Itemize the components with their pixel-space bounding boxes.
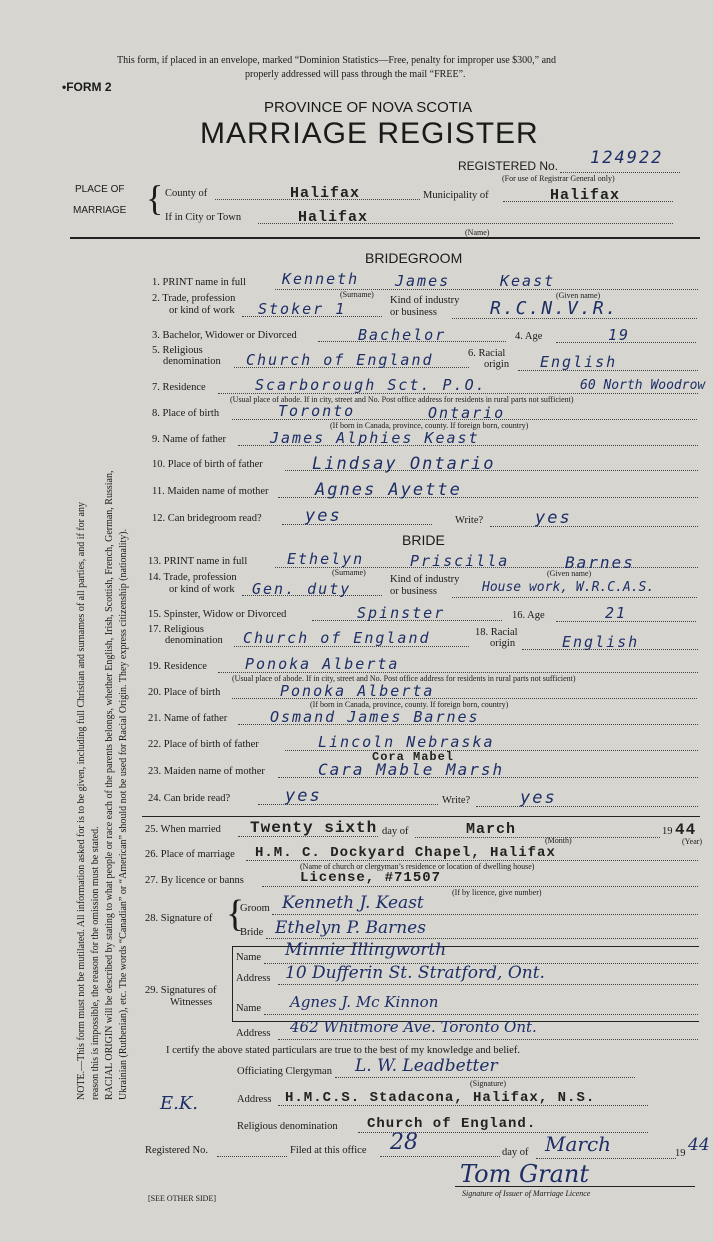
witnesses-label-b: Witnesses: [170, 997, 213, 1008]
groom-signature: Kenneth J. Keast: [282, 893, 424, 913]
groom-middle-name: James: [395, 272, 451, 290]
issuer-signature: Tom Grant: [460, 1160, 590, 1188]
groom-father-label: 9. Name of father: [152, 434, 227, 445]
bride-religion-label-b: denomination: [165, 635, 223, 646]
groom-religion-label-b: denomination: [163, 356, 221, 367]
bride-father-birth-label: 22. Place of birth of father: [148, 739, 259, 750]
groom-residence-value-2: 60 North Woodrow: [580, 378, 706, 393]
bride-trade-value: Gen. duty: [252, 580, 352, 598]
witness2-address: 462 Whitmore Ave. Toronto Ont.: [290, 1018, 537, 1036]
filed-month: March: [545, 1132, 612, 1156]
certify-statement: I certify the above stated particulars are true to the best of my knowledge and belief.: [166, 1045, 520, 1056]
city-value: Halifax: [298, 209, 369, 226]
side-note-3: RACIAL ORIGIN will be described by stating to what people or race each of the parents belongs, whether English, Irish, Scottish, French, German, Russian,: [104, 470, 115, 1100]
bride-age-label: 16. Age: [512, 610, 545, 621]
groom-industry-label-a: Kind of industry: [390, 295, 460, 306]
filed-label: Filed at this office: [290, 1145, 367, 1156]
groom-age-value: 19: [608, 326, 631, 344]
groom-racial-value: English: [540, 353, 618, 371]
bride-industry-label-b: or business: [390, 586, 437, 597]
groom-religion-value: Church of England: [246, 351, 434, 369]
bride-name-label: 13. PRINT name in full: [148, 556, 248, 567]
municipality-label: Municipality of: [423, 190, 489, 201]
county-value: Halifax: [290, 185, 361, 202]
place-of-marriage-label: 26. Place of marriage: [145, 849, 235, 860]
registered-no-value: 124922: [590, 148, 664, 168]
bride-birth-hint: (If born in Canada, province, county. If foreign born, country): [310, 700, 509, 709]
groom-status-label: 3. Bachelor, Widower or Divorced: [152, 330, 297, 341]
witness2-name: Agnes J. Mc Kinnon: [290, 993, 439, 1011]
bride-father-birth-value: Lincoln Nebraska: [318, 733, 495, 751]
married-month-value: March: [466, 821, 517, 838]
bride-status-label: 15. Spinster, Widow or Divorced: [148, 609, 287, 620]
bride-given-hint: (Given name): [547, 569, 592, 578]
groom-mother-label: 11. Maiden name of mother: [152, 486, 269, 497]
place-of-marriage-hint: (Name of church or clergyman’s residence or location of dwelling house): [300, 862, 535, 871]
groom-religion-label-a: 5. Religious: [152, 345, 203, 356]
clergy-signature: L. W. Leadbetter: [355, 1056, 498, 1076]
bridegroom-heading: BRIDEGROOM: [365, 250, 463, 266]
bride-racial-value: English: [562, 633, 640, 651]
mail-notice-line2: properly addressed will pass through the mail “FREE”.: [245, 69, 466, 80]
groom-write-value: yes: [535, 508, 572, 528]
signature-brace: {: [226, 893, 245, 935]
bride-mother-value: Cara Mable Marsh: [318, 760, 505, 779]
municipality-value: Halifax: [550, 187, 621, 204]
denomination-label: Religious denomination: [237, 1121, 338, 1132]
bride-signature: Ethelyn P. Barnes: [275, 918, 426, 938]
witness1-name-label: Name: [236, 952, 262, 963]
witnesses-label-a: 29. Signatures of: [145, 985, 217, 996]
groom-birth-hint: (If born in Canada, province, county. If foreign born, country): [330, 421, 529, 430]
place-of-marriage-value: H.M. C. Dockyard Chapel, Halifax: [255, 845, 556, 861]
city-label: If in City or Town: [165, 212, 242, 223]
married-day-value: Twenty sixth: [250, 819, 378, 837]
witness1-address: 10 Dufferin St. Stratford, Ont.: [285, 963, 545, 983]
bride-birth-value: Ponoka Alberta: [280, 682, 435, 700]
groom-father-birth-label: 10. Place of birth of father: [152, 459, 263, 470]
initials: E.K.: [160, 1093, 199, 1114]
signature-hint: (Signature): [470, 1079, 506, 1088]
bride-residence-label: 19. Residence: [148, 661, 207, 672]
groom-birth-label: 8. Place of birth: [152, 408, 220, 419]
bride-birth-label: 20. Place of birth: [148, 687, 221, 698]
groom-sig-label: Groom: [240, 903, 270, 914]
form-number: •FORM 2: [62, 80, 112, 94]
bride-industry-value: House work, W.R.C.A.S.: [482, 580, 655, 595]
month-hint: (Month): [545, 836, 572, 845]
year-hint: (Year): [682, 837, 703, 846]
bride-write-value: yes: [520, 788, 557, 808]
licence-label: 27. By licence or banns: [145, 875, 244, 886]
province-heading: PROVINCE OF NOVA SCOTIA: [264, 99, 473, 116]
bride-mother-correction: Cora Mabel: [372, 750, 455, 764]
bride-industry-label-a: Kind of industry: [390, 574, 460, 585]
filed-year-prefix: 19: [675, 1148, 686, 1159]
groom-read-value: yes: [305, 506, 342, 526]
county-label: County of: [165, 188, 208, 199]
bride-sig-label: Bride: [240, 927, 264, 938]
clergy-address-label: Address: [237, 1094, 272, 1105]
bride-read-label: 24. Can bride read?: [148, 793, 231, 804]
groom-residence-label: 7. Residence: [152, 382, 206, 393]
married-year-value: 44: [675, 821, 697, 839]
place-label-1: PLACE OF: [75, 184, 125, 195]
filed-day-of-label: day of: [502, 1147, 529, 1158]
side-note-4: Ukrainian (Ruthenian), etc. The words “Canadian” or “American” should not be used for Racial Origin. They express citizenship (nationality).: [118, 528, 129, 1100]
groom-trade-label-a: 2. Trade, profession: [152, 293, 236, 304]
bride-middle-name: Priscilla: [410, 552, 510, 570]
bride-trade-label-b: or kind of work: [169, 584, 235, 595]
bride-surname: Barnes: [565, 553, 635, 572]
licence-hint: (If by licence, give number): [452, 888, 542, 897]
groom-racial-label-b: origin: [484, 359, 510, 370]
groom-residence-hint: (Usual place of abode. If in city, street and No. Post office address for residents in rural parts not sufficient): [230, 395, 574, 404]
denomination-value: Church of England.: [367, 1116, 537, 1132]
registered-no-label: REGISTERED No.: [458, 159, 559, 173]
witness1-address-label: Address: [236, 973, 271, 984]
side-note-1: NOTE.—This form must not be mutilated. All information asked for is to be given, including full Christian and surnames of all parties, and if for any: [76, 502, 87, 1100]
mail-notice-line1: This form, if placed in an envelope, marked “Dominion Statistics—Free, penalty for improper use $300,” and: [117, 55, 557, 66]
witness2-name-label: Name: [236, 1003, 262, 1014]
groom-surname: Keast: [500, 272, 556, 290]
groom-name-label: 1. PRINT name in full: [152, 277, 247, 288]
groom-industry-value: R.C.N.V.R.: [490, 298, 619, 319]
bride-mother-label: 23. Maiden name of mother: [148, 766, 265, 777]
bride-racial-label-b: origin: [490, 638, 516, 649]
filed-year: 44: [688, 1135, 710, 1155]
registrar-note: (For use of Registrar General only): [502, 174, 615, 183]
bride-heading: BRIDE: [402, 532, 445, 548]
bride-trade-label-a: 14. Trade, profession: [148, 572, 237, 583]
groom-write-label: Write?: [455, 515, 484, 526]
groom-birth-province: Ontario: [428, 404, 506, 422]
groom-age-label: 4. Age: [515, 331, 543, 342]
groom-birth-city: Toronto: [278, 402, 356, 420]
groom-first-name: Kenneth: [282, 270, 360, 288]
bride-age-value: 21: [605, 604, 628, 622]
bride-religion-value: Church of England: [243, 629, 431, 647]
married-day-label: day of: [382, 826, 409, 837]
groom-mother-value: Agnes Ayette: [315, 480, 462, 500]
clergy-address-value: H.M.C.S. Stadacona, Halifax, N.S.: [285, 1090, 596, 1106]
licence-value: License, #71507: [300, 870, 442, 886]
witness2-address-label: Address: [236, 1028, 271, 1039]
bride-father-label: 21. Name of father: [148, 713, 228, 724]
groom-trade-value: Stoker 1: [258, 300, 347, 318]
groom-trade-label-b: or kind of work: [169, 305, 235, 316]
name-hint: (Name): [465, 228, 490, 237]
bride-first-name: Ethelyn: [287, 550, 365, 568]
groom-father-value: James Alphies Keast: [270, 429, 480, 447]
place-brace: {: [146, 178, 164, 218]
bride-surname-hint: (Surname): [332, 568, 366, 577]
groom-father-birth-value: Lindsay Ontario: [312, 454, 496, 474]
bride-residence-value: Ponoka Alberta: [245, 655, 400, 673]
bride-racial-label-a: 18. Racial: [475, 627, 518, 638]
bride-read-value: yes: [285, 786, 322, 806]
married-label: 25. When married: [145, 824, 221, 835]
witness1-name: Minnie Illingworth: [285, 940, 447, 960]
registered-no-footer-label: Registered No.: [145, 1145, 208, 1156]
bride-write-label: Write?: [442, 795, 471, 806]
bride-religion-label-a: 17. Religious: [148, 624, 205, 635]
bride-father-value: Osmand James Barnes: [270, 708, 480, 726]
side-note-2: reason this is impossible, the reason for the omission must be stated.: [90, 826, 101, 1100]
groom-surname-hint: (Surname): [340, 290, 374, 299]
signature-of-label: 28. Signature of: [145, 913, 213, 924]
form-title: MARRIAGE REGISTER: [200, 117, 539, 150]
groom-residence-value: Scarborough Sct. P.O.: [255, 376, 487, 394]
groom-status-value: Bachelor: [358, 326, 447, 344]
bride-residence-hint: (Usual place of abode. If in city, street and No. Post office address for residents in rural parts not sufficient): [232, 674, 576, 683]
filed-day: 28: [390, 1130, 418, 1155]
bride-status-value: Spinster: [357, 604, 446, 622]
groom-industry-label-b: or business: [390, 307, 437, 318]
groom-read-label: 12. Can bridegroom read?: [152, 513, 262, 524]
see-other-side: [SEE OTHER SIDE]: [148, 1194, 216, 1203]
groom-given-hint: (Given name): [556, 291, 601, 300]
place-label-2: MARRIAGE: [73, 205, 127, 216]
married-year-prefix: 19: [662, 826, 673, 837]
groom-racial-label-a: 6. Racial: [468, 348, 506, 359]
issuer-hint: Signature of Issuer of Marriage Licence: [462, 1189, 591, 1198]
officiating-label: Officiating Clergyman: [237, 1066, 332, 1077]
